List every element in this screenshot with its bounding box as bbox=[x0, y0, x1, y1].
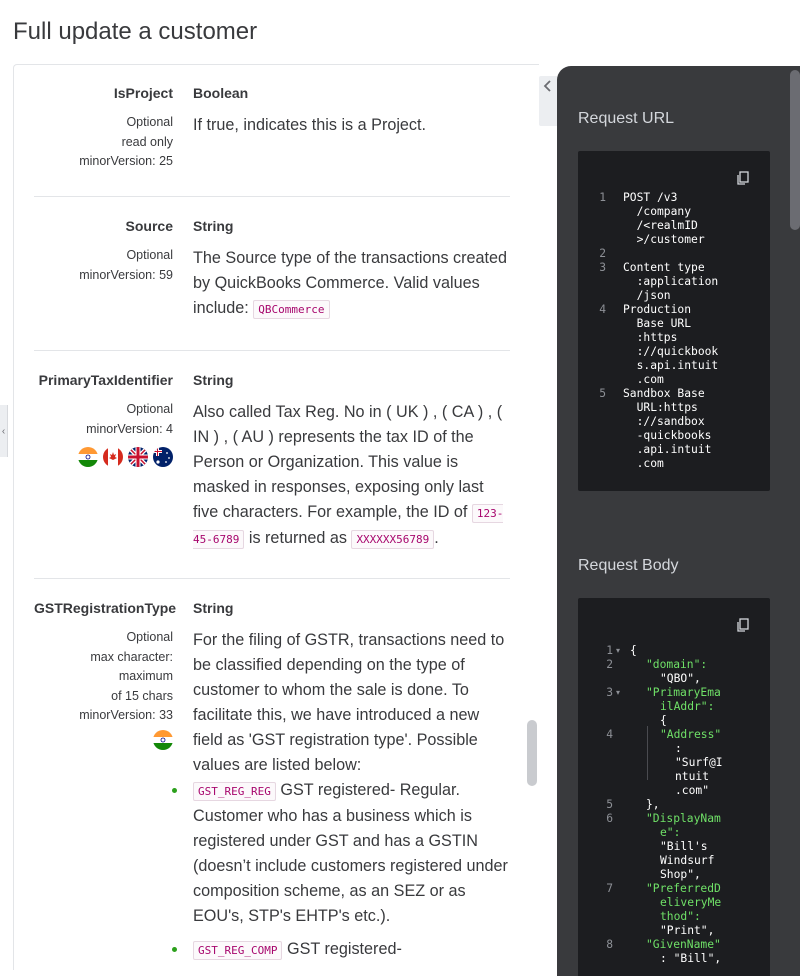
uk-flag-icon bbox=[128, 447, 148, 467]
code-line: Production bbox=[623, 303, 692, 316]
param-type: Boolean bbox=[193, 85, 249, 101]
left-edge-expand-tab[interactable] bbox=[0, 405, 8, 457]
request-url-title: Request URL bbox=[578, 110, 675, 127]
code-line: :application bbox=[623, 275, 719, 288]
param-meta: Optional bbox=[126, 248, 173, 262]
param-description: If true, indicates this is a Project. bbox=[193, 116, 427, 134]
code-line: s.api.intuit bbox=[623, 359, 719, 372]
line-number: 2 bbox=[599, 247, 606, 260]
param-isproject bbox=[34, 85, 510, 197]
canada-flag-icon bbox=[103, 447, 123, 467]
region-flags bbox=[34, 447, 173, 467]
page-title: Full update a customer bbox=[13, 18, 258, 45]
bullet-text: GST registered- Regular. Customer who has a business which is registered under GST and has a GSTIN (doesn’t include customers registered under composition scheme, as an SEZ or as EOU's, STP's EHTP's etc.). bbox=[193, 781, 508, 925]
param-description: The Source type of the transactions created by QuickBooks Commerce. Valid values include: bbox=[193, 249, 508, 317]
param-name: PrimaryTaxIdentifier bbox=[38, 372, 173, 388]
code-line: Content type bbox=[623, 261, 705, 274]
value-chip-masked-tax-id: XXXXXX56789 bbox=[351, 530, 434, 549]
param-description: . bbox=[434, 529, 439, 547]
code-panel-scrollbar[interactable] bbox=[790, 70, 800, 230]
param-meta: of 15 chars bbox=[111, 688, 173, 703]
code-line: /company bbox=[623, 205, 692, 218]
param-meta: minorVersion: 59 bbox=[79, 267, 173, 282]
param-description: For the filing of GSTR, transactions need to be classified depending on the type of customer to whom the sale is done. To facilitate this, we have introduced a new field as 'GST registration type'. Possible values are listed below: bbox=[193, 631, 505, 774]
param-meta: minorVersion: 25 bbox=[79, 154, 173, 168]
param-meta: max character: maximum bbox=[90, 649, 173, 683]
fold-toggle-icon[interactable]: ▾ bbox=[616, 688, 621, 697]
chevron-left-icon: ‹ bbox=[1, 425, 6, 437]
parameters-scrollbar[interactable] bbox=[527, 720, 537, 786]
code-line: POST /v3 bbox=[623, 191, 678, 204]
param-name: IsProject bbox=[113, 85, 173, 101]
bullet-icon bbox=[172, 947, 177, 952]
param-meta: Optional bbox=[126, 630, 173, 644]
code-line: Base URL bbox=[623, 317, 692, 330]
fold-toggle-icon[interactable]: ▾ bbox=[616, 646, 621, 655]
region-flags bbox=[34, 730, 173, 750]
code-line: .com bbox=[623, 457, 664, 470]
australia-flag-icon bbox=[153, 447, 173, 467]
code-line: -quickbooks bbox=[623, 429, 712, 442]
value-chip-gst-reg-comp: GST_REG_COMP bbox=[193, 941, 282, 960]
copy-icon[interactable] bbox=[736, 618, 750, 632]
line-number: 4 bbox=[599, 303, 606, 316]
bullet-text: GST registered- bbox=[286, 940, 402, 958]
param-meta: Optional bbox=[126, 402, 173, 416]
code-line: /<realmID bbox=[623, 219, 698, 232]
request-body-title: Request Body bbox=[578, 557, 679, 574]
param-description: is returned as bbox=[248, 529, 347, 547]
value-chip-gst-reg-reg: GST_REG_REG bbox=[193, 782, 276, 801]
line-number: 3 bbox=[599, 261, 606, 274]
value-chip-tax-id: 123-45-6789 bbox=[193, 504, 503, 549]
param-name: GSTRegistrationType bbox=[34, 600, 177, 616]
code-line: >/customer bbox=[623, 233, 705, 246]
code-line: URL:https bbox=[623, 401, 698, 414]
code-line: :https bbox=[623, 331, 678, 344]
line-number: 1 bbox=[599, 191, 606, 204]
parameters-panel bbox=[13, 64, 539, 970]
value-chip-qbcommerce: QBCommerce bbox=[253, 300, 329, 319]
chevron-left-icon bbox=[543, 80, 553, 92]
list-item bbox=[170, 778, 511, 929]
line-number: 5 bbox=[599, 387, 606, 400]
list-item bbox=[170, 937, 511, 963]
code-sample-panel bbox=[557, 66, 800, 976]
request-body-code: 1 ▾ { 2 "domain": "QBO", 3 ▾ "PrimaryEma ilAddr": { 4 "Address" : "Surf@I ntuit .com" 5 }, 6 "DisplayNam e": "Bill's Windsurf Shop", 7 "PreferredD eliveryMe thod": "Print", 8 "GivenName" : "Bill", bbox=[578, 598, 770, 976]
param-name: Source bbox=[125, 218, 173, 234]
code-line: ://quickbook bbox=[623, 345, 719, 358]
code-line: ://sandbox bbox=[623, 415, 705, 428]
copy-icon[interactable] bbox=[736, 171, 750, 185]
code-line: .api.intuit bbox=[623, 443, 712, 456]
param-type: String bbox=[193, 372, 234, 388]
request-url-code bbox=[578, 151, 770, 491]
code-line: .com bbox=[623, 373, 664, 386]
param-description: Also called Tax Reg. No in ( UK ) , ( CA ) , ( IN ) , ( AU ) represents the tax ID of the Person or Organization. This value is masked in responses, exposing only last five characters. For example, the ID of bbox=[193, 403, 503, 521]
param-gstregistrationtype bbox=[34, 600, 510, 970]
india-flag-icon bbox=[153, 730, 173, 750]
param-meta: minorVersion: 33 bbox=[79, 708, 173, 722]
collapse-panel-button[interactable] bbox=[539, 76, 557, 126]
param-type: String bbox=[193, 218, 234, 234]
code-line: /json bbox=[623, 289, 671, 302]
param-primarytaxidentifier bbox=[34, 372, 510, 579]
bullet-icon bbox=[172, 788, 177, 793]
param-meta: Optional bbox=[126, 115, 173, 129]
code-line: Sandbox Base bbox=[623, 387, 705, 400]
param-meta: minorVersion: 4 bbox=[86, 421, 173, 436]
india-flag-icon bbox=[78, 447, 98, 467]
param-type: String bbox=[193, 600, 234, 616]
param-meta: read only bbox=[121, 134, 173, 149]
param-source bbox=[34, 218, 510, 351]
